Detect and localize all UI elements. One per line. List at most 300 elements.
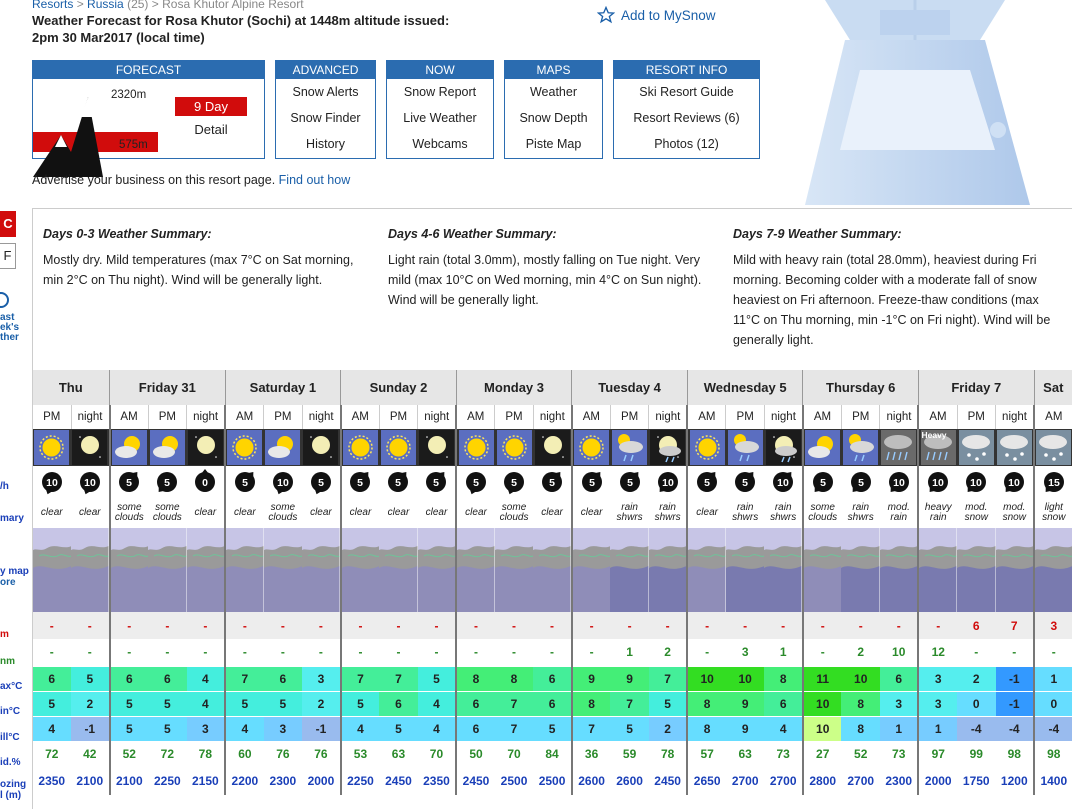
svg-text:10: 10 [661, 477, 674, 489]
freezing-cell: 2250 [148, 767, 187, 795]
snowcloud-icon [997, 430, 1032, 465]
humidity-cell: 76 [302, 741, 341, 767]
snow-cell: - [418, 639, 457, 666]
rain-cell: - [341, 612, 380, 639]
period-label: PM [495, 405, 534, 429]
max-temp-cell: 7 [649, 666, 688, 691]
weather-map [110, 528, 149, 612]
wind-arrow-icon [116, 469, 142, 495]
sun-icon [381, 430, 416, 465]
summary-text: Mild with heavy rain (total 28.0mm), heaviest during Fri morning. Becoming colder with a moderate fall of snow heaviest on Fri afternoon. Freeze-thaw conditions (max 11°C on Thu morning, min -1°C on Fri night). Wind will be generally light. [733, 253, 1051, 347]
summary-cell [148, 498, 187, 528]
row-label-max: ax°C [0, 681, 23, 692]
summary-cell [33, 498, 72, 528]
svg-text:0: 0 [202, 477, 209, 489]
summary-word: clear [387, 507, 410, 518]
resort-reviews-link[interactable]: Resort Reviews (6) [633, 111, 740, 125]
weather-map-thumbnail[interactable] [418, 528, 456, 612]
summary-cell [110, 498, 149, 528]
summary-word: shwrs [847, 512, 874, 523]
freezing-cell: 2650 [687, 767, 726, 795]
snow-cell: - [996, 639, 1035, 666]
rain-cell: - [764, 612, 803, 639]
sun-icon [227, 430, 262, 465]
period-label: PM [148, 405, 187, 429]
summary-cell [841, 498, 880, 528]
wind-cell [918, 466, 957, 498]
day-header: Tuesday 4 [572, 370, 688, 405]
row-label-freezing: ozing [0, 779, 27, 790]
wind-cell [957, 466, 996, 498]
weather-map-thumbnail[interactable] [649, 528, 687, 612]
humidity-cell: 63 [726, 741, 765, 767]
day-header: Wednesday 5 [687, 370, 803, 405]
wind-arrow-icon [539, 469, 565, 495]
advanced-header: ADVANCED [276, 61, 375, 79]
weather-map-thumbnail[interactable] [457, 528, 495, 612]
rain-cell: - [379, 612, 418, 639]
summary-cell [764, 498, 803, 528]
weather-map-thumbnail[interactable] [764, 528, 802, 612]
humidity-cell: 72 [148, 741, 187, 767]
max-temp-cell: 9 [572, 666, 611, 691]
svg-text:10: 10 [45, 477, 58, 489]
weather-icon [610, 429, 649, 466]
weather-map-thumbnail[interactable] [495, 528, 534, 612]
min-temp-row [33, 691, 1072, 716]
summary-word: shwrs [770, 512, 797, 523]
wind-arrow-icon [463, 469, 489, 495]
wind-cell [148, 466, 187, 498]
weather-icon [71, 429, 110, 466]
weather-map-thumbnail[interactable] [187, 528, 225, 612]
weather-map-thumbnail[interactable] [957, 528, 996, 612]
wind-arrow-icon [886, 469, 912, 495]
freezing-cell: 2500 [533, 767, 572, 795]
summary-word: clouds [152, 512, 182, 523]
side-label-weather[interactable]: ther [0, 332, 19, 343]
snow-cell: 1 [610, 639, 649, 666]
weather-map-thumbnail[interactable] [342, 528, 380, 612]
humidity-cell: 98 [996, 741, 1035, 767]
rain-cell: - [71, 612, 110, 639]
partsun-icon [150, 430, 185, 465]
weather-map [33, 528, 72, 612]
summary-days-0-3 [43, 224, 368, 290]
chill-cell: 4 [418, 716, 457, 741]
summary-word: clouds [268, 512, 298, 523]
chill-cell: 3 [264, 716, 303, 741]
wind-arrow-icon [232, 469, 258, 495]
min-temp-cell: 6 [533, 691, 572, 716]
svg-text:5: 5 [588, 477, 595, 489]
summary-word: shwrs [616, 512, 643, 523]
summary-word: mod. [1003, 502, 1026, 513]
summary-word: mod. [965, 502, 988, 513]
summary-cell [610, 498, 649, 528]
weather-icon [148, 429, 187, 466]
max-temp-cell: 6 [533, 666, 572, 691]
rain-cell: - [225, 612, 264, 639]
freezing-cell: 2000 [302, 767, 341, 795]
chill-cell: 2 [649, 716, 688, 741]
breadcrumb-country[interactable]: Russia [87, 0, 124, 11]
snow-depth-link[interactable]: Snow Depth [519, 111, 588, 125]
min-temp-cell: 5 [264, 691, 303, 716]
humidity-cell: 70 [418, 741, 457, 767]
webcams-link[interactable]: Webcams [412, 137, 468, 151]
snow-cell: - [1034, 639, 1072, 666]
svg-text:5: 5 [317, 477, 324, 489]
freezing-cell: 2700 [764, 767, 803, 795]
chill-cell: 4 [225, 716, 264, 741]
min-temp-cell: 7 [610, 691, 649, 716]
maps-menu [504, 60, 603, 159]
moon-icon [303, 430, 338, 465]
day-header: Saturday 1 [225, 370, 341, 405]
page-title: Weather Forecast for Rosa Khutor (Sochi) at 1448m altitude issued: 2pm 30 Mar2017 (local time) [32, 13, 450, 45]
wind-cell [533, 466, 572, 498]
min-temp-cell: 6 [764, 691, 803, 716]
breadcrumb-resort[interactable]: Rosa Khutor Alpine Resort [162, 0, 304, 11]
svg-text:5: 5 [819, 477, 826, 489]
weather-map-thumbnail[interactable] [1035, 528, 1072, 612]
rain-cell: - [187, 612, 226, 639]
weather-icon [418, 429, 457, 466]
summary-word: some [270, 502, 296, 513]
weather-map-thumbnail[interactable] [111, 528, 149, 612]
summary-cell [533, 498, 572, 528]
chill-cell: 6 [456, 716, 495, 741]
wind-cell [187, 466, 226, 498]
wind-arrow-icon [39, 469, 65, 495]
max-temp-cell: 3 [918, 666, 957, 691]
summary-heading: Days 7-9 Weather Summary: [733, 227, 902, 241]
period-label: AM [918, 405, 957, 429]
summary-word: rain [774, 502, 792, 513]
snow-cell: 3 [726, 639, 765, 666]
weather-icon [264, 429, 303, 466]
svg-text:5: 5 [395, 477, 402, 489]
rain-cell: - [418, 612, 457, 639]
row-label-wind: /h [0, 481, 9, 492]
humidity-cell: 98 [1034, 741, 1072, 767]
freezing-cell: 1750 [957, 767, 996, 795]
min-temp-cell: 5 [148, 691, 187, 716]
weather-map-link[interactable]: Weather [529, 85, 577, 99]
weather-icon [225, 429, 264, 466]
weather-map-thumbnail[interactable] [573, 528, 611, 612]
summary-cell [264, 498, 303, 528]
chill-cell: -4 [1034, 716, 1072, 741]
weather-map-thumbnail[interactable] [726, 528, 765, 612]
summary-word: clear [696, 507, 718, 518]
weather-icon [187, 429, 226, 466]
elevation-top[interactable]: 2320m [111, 89, 147, 101]
day-header: Friday 31 [110, 370, 226, 405]
snow-cell: - [110, 639, 149, 666]
freezing-cell: 2500 [495, 767, 534, 795]
ski-resort-guide-link[interactable]: Ski Resort Guide [639, 85, 734, 99]
elevation-mid[interactable]: 1448m [111, 115, 147, 127]
weather-map [687, 528, 726, 612]
max-temp-cell: 3 [302, 666, 341, 691]
summary-cell [957, 498, 996, 528]
period-label: AM [572, 405, 611, 429]
weather-map [264, 528, 303, 612]
day-header-row [33, 370, 1072, 405]
raincloud-icon [843, 430, 878, 465]
summary-row [33, 498, 1072, 528]
min-temp-cell: 4 [418, 691, 457, 716]
humidity-cell: 59 [610, 741, 649, 767]
photos-link[interactable]: Photos (12) [654, 137, 719, 151]
weather-map-thumbnail[interactable] [919, 528, 957, 612]
snow-report-link[interactable]: Snow Report [403, 85, 477, 99]
min-temp-cell: 4 [187, 691, 226, 716]
summary-word: clear [310, 507, 332, 518]
weather-map-thumbnail[interactable] [804, 528, 842, 612]
weather-map [803, 528, 842, 612]
live-weather-link[interactable]: Live Weather [403, 111, 477, 125]
snow-cell: - [302, 639, 341, 666]
weather-map [187, 528, 226, 612]
chill-cell: -4 [996, 716, 1035, 741]
wind-cell [880, 466, 919, 498]
svg-text:5: 5 [433, 477, 440, 489]
rain-cell: - [649, 612, 688, 639]
weather-map-thumbnail[interactable] [33, 528, 72, 612]
snow-cell: - [379, 639, 418, 666]
side-label-forecast[interactable]: ast [0, 312, 15, 323]
max-temp-cell: 5 [418, 666, 457, 691]
freezing-cell: 2450 [649, 767, 688, 795]
min-temp-cell: 7 [495, 691, 534, 716]
weather-icon [996, 429, 1035, 466]
snow-cell: 1 [764, 639, 803, 666]
chill-cell: 8 [841, 716, 880, 741]
period-label: AM [456, 405, 495, 429]
elevation-bottom[interactable]: 575m [119, 139, 148, 151]
summary-cell [1034, 498, 1072, 528]
snow-alerts-link[interactable]: Snow Alerts [292, 85, 359, 99]
chill-cell: 10 [803, 716, 842, 741]
svg-text:5: 5 [742, 477, 749, 489]
side-label-weeks[interactable]: ek's [0, 322, 20, 333]
max-temp-row [33, 666, 1072, 691]
weather-map [610, 528, 649, 612]
summary-word: clear [580, 507, 603, 518]
humidity-cell: 70 [495, 741, 534, 767]
period-label: AM [225, 405, 264, 429]
weather-map [495, 528, 534, 612]
max-temp-cell: 10 [726, 666, 765, 691]
weather-map-thumbnail[interactable] [610, 528, 649, 612]
max-temp-cell: 10 [687, 666, 726, 691]
weather-icon [110, 429, 149, 466]
freezing-cell: 1400 [1034, 767, 1072, 795]
weather-icon [918, 429, 957, 466]
humidity-cell: 99 [957, 741, 996, 767]
row-label-map: y map [0, 566, 29, 577]
min-temp-cell: 10 [803, 691, 842, 716]
humidity-cell: 52 [110, 741, 149, 767]
weather-map-thumbnail[interactable] [880, 528, 918, 612]
weather-map-thumbnail[interactable] [264, 528, 303, 612]
piste-map-link[interactable]: Piste Map [525, 137, 582, 151]
humidity-cell: 78 [649, 741, 688, 767]
weather-map [1034, 528, 1072, 612]
period-label: AM [803, 405, 842, 429]
detail-link[interactable]: Detail [194, 122, 228, 137]
sun-icon [497, 430, 532, 465]
chill-cell: 5 [379, 716, 418, 741]
partsun-icon [805, 430, 840, 465]
period-label: PM [379, 405, 418, 429]
fahrenheit-toggle[interactable]: F [0, 243, 16, 269]
freezing-cell: 2150 [187, 767, 226, 795]
weather-map-thumbnail[interactable] [688, 528, 726, 612]
svg-text:5: 5 [357, 477, 364, 489]
summary-cell [225, 498, 264, 528]
snow-cell: 2 [649, 639, 688, 666]
min-temp-cell: 5 [110, 691, 149, 716]
add-to-mysnow-link[interactable] [597, 6, 716, 24]
summary-heading: Days 4-6 Weather Summary: [388, 227, 557, 241]
rain-cell: - [726, 612, 765, 639]
humidity-cell: 78 [187, 741, 226, 767]
summary-cell [572, 498, 611, 528]
min-temp-cell: 5 [33, 691, 72, 716]
max-temp-cell: 8 [456, 666, 495, 691]
wind-arrow-icon [810, 469, 836, 495]
period-label: night [880, 405, 919, 429]
weather-map-thumbnail[interactable] [996, 528, 1034, 612]
summary-word: mod. [887, 502, 910, 513]
freezing-cell: 2350 [418, 767, 457, 795]
moonrain-icon [650, 430, 685, 465]
clock-icon[interactable] [0, 291, 10, 309]
period-label: PM [841, 405, 880, 429]
summary-word: clear [234, 507, 256, 518]
row-label-min: in°C [0, 706, 21, 717]
period-label: PM [610, 405, 649, 429]
freezing-cell: 2250 [341, 767, 380, 795]
breadcrumb-resorts[interactable]: Resorts [32, 0, 74, 11]
rain-cell: - [880, 612, 919, 639]
max-temp-cell: 7 [379, 666, 418, 691]
weather-map [726, 528, 765, 612]
sun-icon [34, 430, 69, 465]
wind-arrow-icon [848, 469, 874, 495]
weather-map-thumbnail[interactable] [379, 528, 418, 612]
snow-cell: - [71, 639, 110, 666]
weather-map-thumbnail[interactable] [841, 528, 880, 612]
rain-cell: - [33, 612, 72, 639]
max-temp-cell: 7 [341, 666, 380, 691]
weather-icon [33, 429, 72, 466]
chill-cell: 9 [726, 716, 765, 741]
wind-cell [996, 466, 1035, 498]
wind-cell [764, 466, 803, 498]
weather-map [918, 528, 957, 612]
svg-text:10: 10 [1008, 477, 1021, 489]
snow-cell: 10 [880, 639, 919, 666]
celsius-toggle[interactable]: C [0, 211, 16, 237]
wind-arrow-icon [347, 469, 373, 495]
row-label-map-more[interactable]: ore [0, 577, 16, 588]
weather-map-thumbnail[interactable] [71, 528, 109, 612]
snow-finder-link[interactable]: Snow Finder [290, 111, 361, 125]
wind-arrow-icon [617, 469, 643, 495]
wind-cell [610, 466, 649, 498]
humidity-cell: 84 [533, 741, 572, 767]
moon-icon [535, 430, 570, 465]
snowcloud-icon [959, 430, 994, 465]
chill-cell: 1 [880, 716, 919, 741]
min-temp-cell: 0 [957, 691, 996, 716]
weather-map-thumbnail[interactable] [302, 528, 340, 612]
weather-map [71, 528, 110, 612]
summary-word: heavy [924, 502, 952, 513]
chill-cell: 5 [533, 716, 572, 741]
weather-map-thumbnail[interactable] [148, 528, 187, 612]
nine-day-button[interactable]: 9 Day [175, 97, 247, 116]
humidity-cell: 72 [33, 741, 72, 767]
min-temp-cell: 6 [456, 691, 495, 716]
wind-cell [495, 466, 534, 498]
svg-text:5: 5 [549, 477, 555, 489]
snow-cell: - [533, 639, 572, 666]
mountain-icon [33, 97, 173, 177]
snow-cell: - [264, 639, 303, 666]
freezing-cell: 2100 [110, 767, 149, 795]
chill-row [33, 716, 1072, 741]
moon-icon [72, 430, 107, 465]
freezing-cell: 2600 [572, 767, 611, 795]
summary-word: snow [1042, 512, 1066, 523]
rain-cell: - [302, 612, 341, 639]
summary-word: clouds [499, 512, 529, 523]
min-temp-cell: 5 [341, 691, 380, 716]
snow-cell: 2 [841, 639, 880, 666]
svg-text:10: 10 [277, 477, 289, 489]
humidity-cell: 36 [572, 741, 611, 767]
min-temp-cell: 0 [1034, 691, 1072, 716]
history-link[interactable]: History [306, 137, 345, 151]
moon-icon [419, 430, 454, 465]
summary-word: clear [349, 507, 372, 518]
summary-word: clouds [808, 512, 838, 523]
humidity-cell: 27 [803, 741, 842, 767]
wind-arrow-icon [655, 469, 681, 495]
find-out-how-link[interactable]: Find out how [278, 173, 351, 187]
freezing-cell: 2800 [803, 767, 842, 795]
rain-cell: - [841, 612, 880, 639]
chill-cell: 7 [495, 716, 534, 741]
humidity-cell: 63 [379, 741, 418, 767]
period-label: AM [110, 405, 149, 429]
maps-header: MAPS [505, 61, 602, 79]
weather-map-thumbnail[interactable] [226, 528, 264, 612]
weather-map [148, 528, 187, 612]
min-temp-cell: 5 [225, 691, 264, 716]
weather-map-thumbnail[interactable] [533, 528, 571, 612]
add-to-mysnow-label: Add to MySnow [621, 7, 716, 23]
snow-cell: - [225, 639, 264, 666]
weather-icon [302, 429, 341, 466]
svg-text:5: 5 [704, 477, 711, 489]
